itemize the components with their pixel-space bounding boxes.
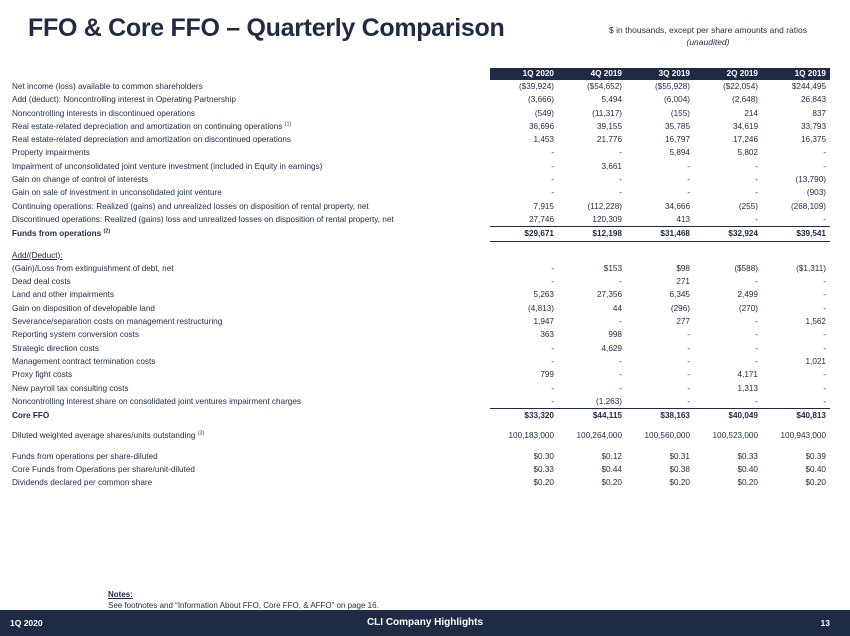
value-cell: 16,797	[664, 135, 690, 145]
value-cell: $0.20	[533, 478, 554, 488]
row-label-text: Severance/separation costs on management restructuring	[12, 317, 223, 327]
value-cell: 35,785	[664, 121, 690, 131]
value-cell: ($22,054)	[722, 82, 758, 91]
value-cell: 21,776	[596, 135, 622, 145]
page-number: 13	[820, 618, 830, 628]
table-row	[8, 275, 830, 288]
value-cell: (296)	[670, 303, 690, 313]
footnote-ref: (3)	[197, 430, 205, 437]
value-cell: -	[619, 383, 622, 393]
value-cell: -	[823, 330, 826, 340]
value-cell: 413	[626, 213, 694, 227]
footnote-ref: (2)	[103, 228, 111, 235]
units-line: $ in thousands, except per share amounts and ratios	[609, 25, 807, 35]
table-row	[8, 368, 830, 381]
row-label	[8, 173, 490, 186]
value-cell: -	[823, 343, 826, 353]
row-label	[8, 476, 490, 489]
row-label	[8, 302, 490, 315]
row-label-text: Diluted weighted average shares/units outstanding	[12, 431, 196, 441]
value-cell: 3,661	[601, 161, 622, 171]
notes	[108, 589, 379, 611]
value-cell: $33,320	[524, 411, 554, 421]
notes-heading: Notes:	[108, 590, 133, 599]
column-header: 3Q 2019	[626, 68, 694, 80]
value-cell: -	[823, 290, 826, 300]
value-cell: -	[687, 330, 690, 340]
value-cell: $0.20	[601, 478, 622, 488]
row-label	[8, 288, 490, 301]
spacer-cell	[8, 422, 830, 429]
value-cell: -	[823, 370, 826, 380]
row-label	[8, 355, 490, 368]
row-label-text: Core FFO	[12, 410, 50, 420]
value-cell: 100,523,000	[712, 431, 758, 441]
value-cell: -	[619, 356, 622, 366]
value-cell: (549)	[534, 108, 554, 118]
table-row	[8, 186, 830, 199]
value-cell: ($39,924)	[518, 82, 554, 91]
row-label-text: Add/(Deduct):	[12, 250, 63, 260]
table-row	[8, 200, 830, 213]
row-label-text: Discontinued operations: Realized (gains) loss and unrealized losses on disposition of rental property, net	[12, 215, 394, 225]
value-cell: (11,317)	[592, 108, 622, 118]
value-cell: (3,666)	[528, 95, 554, 105]
value-cell: 120,309	[558, 213, 626, 227]
spacer-cell	[8, 241, 830, 249]
row-label	[8, 409, 490, 423]
value-cell: 214	[744, 108, 758, 118]
value-cell: -	[687, 161, 690, 171]
value-cell: 277	[676, 317, 690, 327]
row-label	[8, 463, 490, 476]
table-row	[8, 382, 830, 395]
table-row	[8, 107, 830, 120]
table-row	[8, 80, 830, 93]
value-cell: -	[551, 277, 554, 287]
value-cell: -	[687, 370, 690, 380]
value-cell: ($588)	[734, 263, 758, 273]
table-row	[8, 395, 830, 409]
spacer-row	[8, 443, 830, 450]
table-row	[8, 429, 830, 442]
value-cell: -	[551, 383, 554, 393]
value-cell: $39,541	[762, 227, 830, 241]
row-label-text: Gain on disposition of developable land	[12, 303, 155, 313]
value-cell: 39,155	[596, 121, 622, 131]
value-cell: 363	[540, 330, 554, 340]
value-cell: -	[762, 395, 830, 409]
value-cell: -	[823, 383, 826, 393]
row-label	[8, 160, 490, 173]
row-label-text: Gain on sale of investment in unconsolidated joint venture	[12, 188, 222, 198]
value-cell: 16,375	[800, 135, 826, 145]
value-cell: -	[687, 188, 690, 198]
row-label	[8, 249, 490, 262]
row-label	[8, 395, 490, 409]
column-header: 1Q 2019	[762, 68, 830, 80]
value-cell: -	[619, 317, 622, 327]
row-label	[8, 262, 490, 275]
value-cell: (268,109)	[790, 201, 826, 211]
value-cell: -	[755, 161, 758, 171]
table-row	[8, 409, 830, 423]
row-label-text: Continuing operations: Realized (gains) and unrealized losses on disposition of rental property, net	[12, 201, 369, 211]
value-cell: 100,183,000	[508, 431, 554, 441]
row-label	[8, 120, 490, 133]
value-cell: -	[755, 317, 758, 327]
value-cell: (270)	[738, 303, 758, 313]
value-cell: -	[551, 175, 554, 185]
row-label	[8, 368, 490, 381]
value-cell: 5,494	[601, 95, 622, 105]
value-cell: 6,345	[669, 290, 690, 300]
spacer-row	[8, 241, 830, 249]
table-row	[8, 249, 830, 262]
value-cell: $29,671	[490, 227, 558, 241]
page-title: FFO & Core FFO – Quarterly Comparison	[28, 14, 505, 42]
value-cell: -	[687, 383, 690, 393]
table-row	[8, 342, 830, 355]
value-cell: -	[755, 188, 758, 198]
header-blank	[8, 68, 490, 80]
ffo-table	[8, 68, 830, 490]
value-cell	[626, 249, 694, 262]
value-cell: 27,746	[490, 213, 558, 227]
table-row	[8, 133, 830, 146]
value-cell: ($1,311)	[796, 263, 826, 273]
table-row	[8, 328, 830, 341]
value-cell: (903)	[806, 188, 826, 198]
value-cell: (112,228)	[587, 201, 622, 211]
value-cell: -	[755, 277, 758, 287]
row-label-text: Dead deal costs	[12, 277, 71, 287]
row-label-text: Dividends declared per common share	[12, 478, 153, 488]
value-cell: $98	[676, 263, 690, 273]
value-cell	[490, 249, 558, 262]
row-label	[8, 93, 490, 106]
footnote-ref: (1)	[284, 121, 292, 128]
row-label-text: Land and other impairments	[12, 290, 114, 300]
row-label-text: Reporting system conversion costs	[12, 330, 139, 340]
column-header: 1Q 2020	[490, 68, 558, 80]
value-cell: -	[694, 395, 762, 409]
row-label-text: Real estate-related depreciation and amortization on discontinued operations	[12, 135, 292, 145]
value-cell: 799	[540, 370, 554, 380]
value-cell: $0.30	[533, 451, 554, 461]
value-cell: -	[694, 213, 762, 227]
value-cell: -	[619, 175, 622, 185]
value-cell: $0.33	[533, 465, 554, 475]
row-label-text: Funds from operations	[12, 229, 102, 239]
row-label-text: Add (deduct): Noncontrolling interest in Operating Partnership	[12, 95, 236, 105]
value-cell: -	[755, 330, 758, 340]
row-label-text: (Gain)/Loss from extinguishment of debt, net	[12, 263, 174, 273]
value-cell: $0.20	[669, 478, 690, 488]
table-row	[8, 355, 830, 368]
value-cell: 1,453	[533, 135, 554, 145]
value-cell: (155)	[670, 108, 690, 118]
value-cell: -	[823, 161, 826, 171]
value-cell	[558, 249, 626, 262]
table-row	[8, 450, 830, 463]
value-cell: -	[551, 343, 554, 353]
value-cell: (2,648)	[732, 95, 758, 105]
column-header: 4Q 2019	[558, 68, 626, 80]
row-label	[8, 429, 490, 442]
row-label-text: Management contract termination costs	[12, 356, 156, 366]
value-cell: $0.39	[805, 451, 826, 461]
table-row	[8, 213, 830, 227]
row-label	[8, 450, 490, 463]
value-cell: 7,915	[533, 201, 554, 211]
value-cell: $38,163	[660, 411, 690, 421]
row-label-text: Strategic direction costs	[12, 343, 99, 353]
table-row	[8, 315, 830, 328]
table-row	[8, 93, 830, 106]
value-cell: -	[823, 148, 826, 158]
value-cell: -	[619, 277, 622, 287]
row-label	[8, 146, 490, 159]
value-cell: -	[823, 277, 826, 287]
value-cell: -	[551, 263, 554, 273]
table-row	[8, 302, 830, 315]
table-row	[8, 160, 830, 173]
value-cell: $0.20	[737, 478, 758, 488]
value-cell: $0.33	[737, 451, 758, 461]
value-cell: -	[619, 370, 622, 380]
value-cell: 271	[676, 277, 690, 287]
value-cell: -	[626, 395, 694, 409]
row-label	[8, 315, 490, 328]
value-cell: (255)	[738, 201, 758, 211]
value-cell: -	[551, 356, 554, 366]
value-cell: 36,696	[528, 121, 554, 131]
value-cell: -	[755, 356, 758, 366]
value-cell: (4,813)	[528, 303, 554, 313]
row-label	[8, 213, 490, 227]
value-cell: $244,495	[791, 82, 826, 91]
value-cell: -	[755, 343, 758, 353]
value-cell: $0.44	[601, 465, 622, 475]
row-label-text: Proxy fight costs	[12, 370, 73, 380]
row-label	[8, 80, 490, 93]
value-cell: $0.40	[805, 465, 826, 475]
spacer-cell	[8, 443, 830, 450]
value-cell: 100,943,000	[780, 431, 826, 441]
table-body	[8, 80, 830, 490]
value-cell: 4,629	[601, 343, 622, 353]
value-cell: 5,894	[669, 148, 690, 158]
units-note	[608, 24, 808, 48]
value-cell: $0.12	[601, 451, 622, 461]
value-cell: $0.20	[805, 478, 826, 488]
row-label	[8, 328, 490, 341]
table-row	[8, 146, 830, 159]
table-row	[8, 227, 830, 241]
value-cell: -	[619, 148, 622, 158]
footer-bar	[0, 610, 850, 636]
value-cell: 100,560,000	[644, 431, 690, 441]
row-label	[8, 227, 490, 241]
value-cell: -	[755, 175, 758, 185]
row-label-text: New payroll tax consulting costs	[12, 383, 129, 393]
row-label-text: Core Funds from Operations per share/unit-diluted	[12, 465, 195, 475]
table-row	[8, 463, 830, 476]
row-label	[8, 133, 490, 146]
value-cell: 837	[812, 108, 826, 118]
value-cell: 1,947	[533, 317, 554, 327]
row-label-text: Real estate-related depreciation and amortization on continuing operations	[12, 121, 283, 131]
row-label-text: Noncontrolling interest share on consolidated joint ventures impairment charges	[12, 397, 301, 407]
value-cell: -	[823, 303, 826, 313]
value-cell	[694, 249, 762, 262]
value-cell: $32,924	[694, 227, 762, 241]
row-label	[8, 186, 490, 199]
table-row	[8, 173, 830, 186]
value-cell: 34,619	[732, 121, 758, 131]
value-cell: $153	[603, 263, 622, 273]
column-header: 2Q 2019	[694, 68, 762, 80]
row-label-text: Funds from operations per share-diluted	[12, 451, 158, 461]
value-cell: 27,356	[596, 290, 622, 300]
value-cell: 5,802	[737, 148, 758, 158]
value-cell: $0.40	[737, 465, 758, 475]
table-row	[8, 288, 830, 301]
row-label	[8, 200, 490, 213]
value-cell: 998	[608, 330, 622, 340]
value-cell: $12,198	[558, 227, 626, 241]
footer-center: CLI Company Highlights	[366, 617, 484, 628]
value-cell: -	[551, 148, 554, 158]
value-cell: 26,843	[800, 95, 826, 105]
value-cell: 33,793	[800, 121, 826, 131]
value-cell: -	[687, 175, 690, 185]
value-cell: $40,049	[728, 411, 758, 421]
value-cell: 1,021	[805, 356, 826, 366]
value-cell: 100,264,000	[576, 431, 622, 441]
row-label	[8, 107, 490, 120]
value-cell: (1,263)	[558, 395, 626, 409]
value-cell: -	[551, 161, 554, 171]
value-cell: 44	[612, 303, 622, 313]
value-cell: $40,813	[796, 411, 826, 421]
value-cell: 1,313	[737, 383, 758, 393]
row-label-text: Net income (loss) available to common shareholders	[12, 82, 203, 91]
value-cell: (13,790)	[795, 175, 826, 185]
value-cell: -	[687, 356, 690, 366]
value-cell: $0.31	[669, 451, 690, 461]
table-row	[8, 476, 830, 489]
footer-left: 1Q 2020	[10, 618, 43, 628]
row-label-text: Impairment of unconsolidated joint venture investment (included in Equity in earnings)	[12, 161, 323, 171]
value-cell: (6,004)	[664, 95, 690, 105]
value-cell: $31,468	[626, 227, 694, 241]
row-label-text: Property impairments	[12, 148, 90, 158]
spacer-row	[8, 422, 830, 429]
value-cell: $44,115	[592, 411, 622, 421]
notes-text: See footnotes and “Information About FFO, Core FFO, & AFFO” on page 16.	[108, 601, 379, 610]
row-label-text: Gain on change of control of interests	[12, 175, 149, 185]
value-cell: 34,666	[664, 201, 690, 211]
value-cell: -	[490, 395, 558, 409]
value-cell: -	[551, 188, 554, 198]
row-label	[8, 382, 490, 395]
value-cell: 4,171	[737, 370, 758, 380]
row-label	[8, 342, 490, 355]
value-cell: 17,246	[732, 135, 758, 145]
value-cell	[762, 249, 830, 262]
value-cell: 5,263	[533, 290, 554, 300]
value-cell: ($55,928)	[654, 82, 690, 91]
value-cell: 1,562	[805, 317, 826, 327]
table-row	[8, 120, 830, 133]
value-cell: $0.38	[669, 465, 690, 475]
row-label	[8, 275, 490, 288]
value-cell: -	[619, 188, 622, 198]
row-label-text: Noncontrolling interests in discontinued operations	[12, 108, 195, 118]
unaudited-label: (unaudited)	[686, 37, 730, 47]
value-cell: -	[762, 213, 830, 227]
table-row	[8, 262, 830, 275]
table-header-row	[8, 68, 830, 80]
value-cell: ($54,652)	[586, 82, 622, 91]
value-cell: -	[687, 343, 690, 353]
value-cell: 2,499	[737, 290, 758, 300]
